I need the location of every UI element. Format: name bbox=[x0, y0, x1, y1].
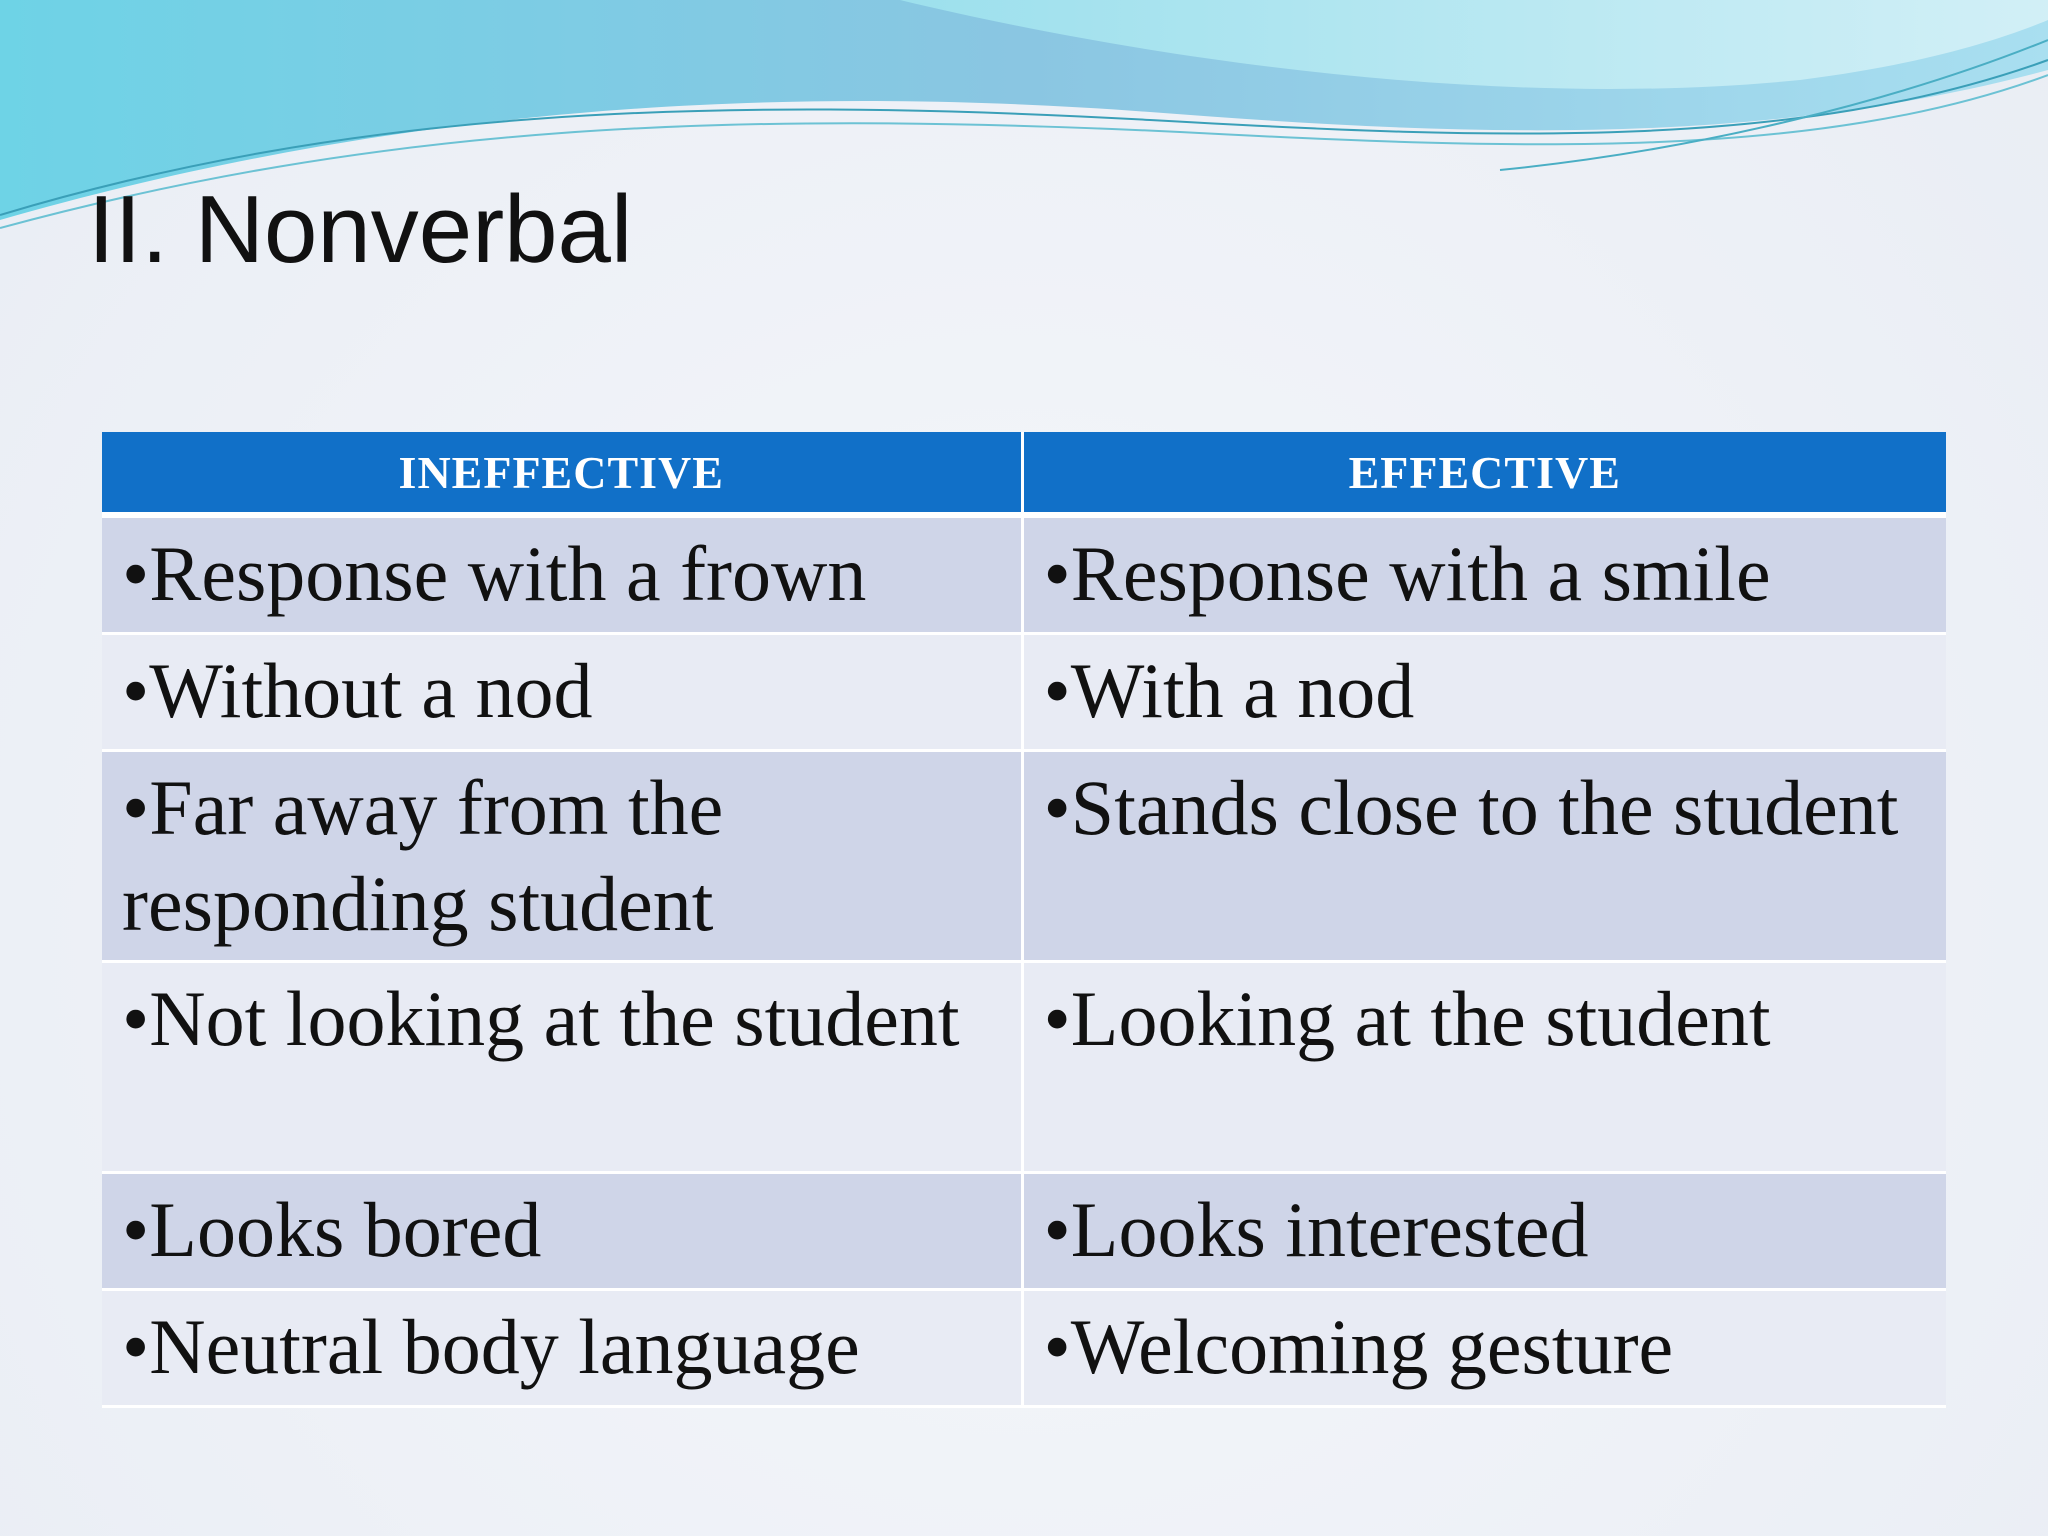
effective-cell: •Welcoming gesture bbox=[1022, 1290, 1946, 1407]
ineffective-cell: •Far away from the responding student bbox=[102, 751, 1022, 962]
effective-cell: •With a nod bbox=[1022, 634, 1946, 751]
ineffective-cell: •Response with a frown bbox=[102, 515, 1022, 634]
table-row bbox=[102, 634, 1946, 751]
effective-cell: •Looks interested bbox=[1022, 1173, 1946, 1290]
table-row bbox=[102, 515, 1946, 634]
effective-cell: •Looking at the student bbox=[1022, 962, 1946, 1173]
table-row bbox=[102, 1173, 1946, 1290]
ineffective-cell: •Looks bored bbox=[102, 1173, 1022, 1290]
table-row bbox=[102, 962, 1946, 1173]
table-row bbox=[102, 1290, 1946, 1407]
table-header-row bbox=[102, 432, 1946, 515]
effective-cell: •Stands close to the student bbox=[1022, 751, 1946, 962]
column-header-effective: EFFECTIVE bbox=[1022, 432, 1946, 515]
ineffective-cell: •Without a nod bbox=[102, 634, 1022, 751]
effective-cell: •Response with a smile bbox=[1022, 515, 1946, 634]
comparison-table bbox=[102, 432, 1946, 1408]
table-row bbox=[102, 751, 1946, 962]
column-header-ineffective: INEFFECTIVE bbox=[102, 432, 1022, 515]
slide-title: II. Nonverbal bbox=[88, 176, 633, 283]
ineffective-cell: •Not looking at the student bbox=[102, 962, 1022, 1173]
ineffective-cell: •Neutral body language bbox=[102, 1290, 1022, 1407]
